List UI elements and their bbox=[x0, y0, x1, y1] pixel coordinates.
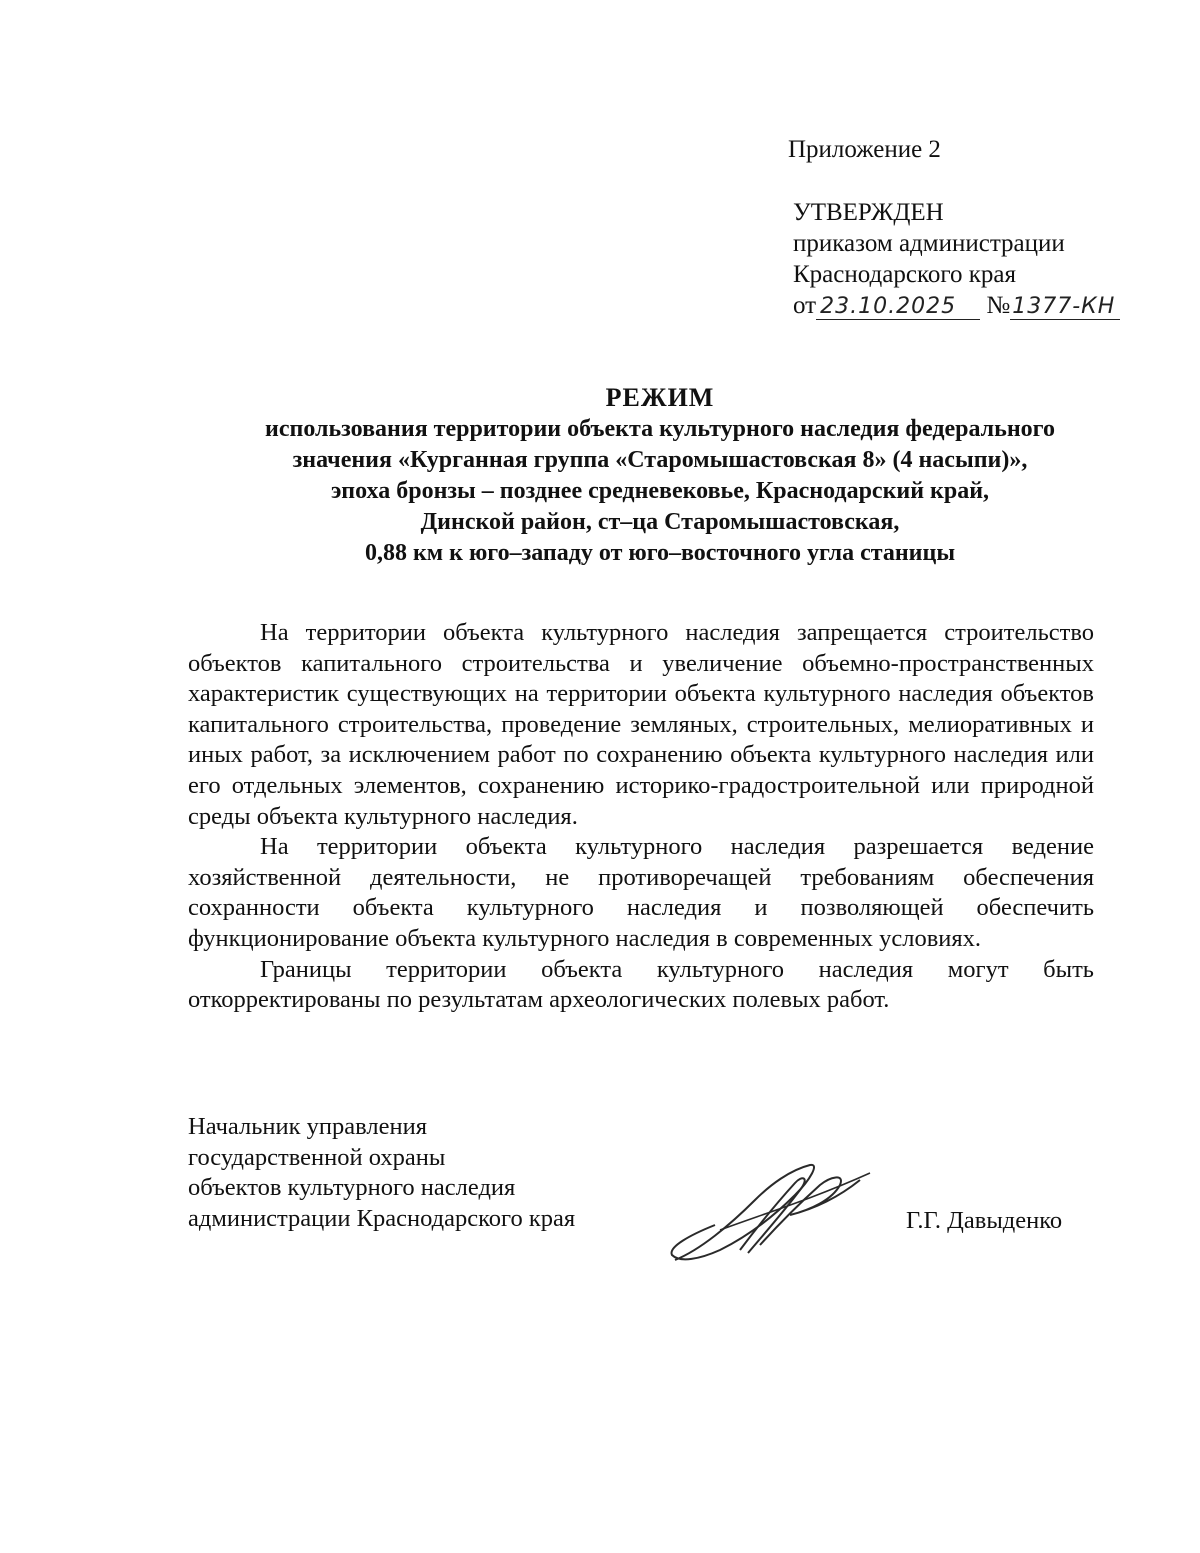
title-line-3: эпоха бронзы – позднее средневековье, Краснодарский край, bbox=[330, 478, 990, 504]
title-line-5: 0,88 км к юго–западу от юго–восточного угла станицы bbox=[364, 540, 956, 566]
order-date-line bbox=[793, 290, 1120, 321]
number-prefix: № bbox=[986, 292, 1011, 319]
approved-title: УТВЕРЖДЕН bbox=[793, 199, 944, 226]
document-body bbox=[188, 618, 1094, 1016]
approved-line-2: Краснодарского края bbox=[793, 261, 1016, 288]
signer-name: Г.Г. Давыденко bbox=[906, 1207, 1063, 1234]
paragraph-permissions: На территории объекта культурного наследия разрешается ведение хозяйственной деятельности, не противоречащей требованиям обеспечения сохранности объекта культурного наследия и позволяющей обеспечить функционирование объекта культурного наследия в современных условиях. bbox=[188, 833, 1094, 952]
order-date: 23.10.2025 bbox=[816, 295, 980, 320]
title-line-1: использования территории объекта культурного наследия федерального bbox=[265, 416, 1055, 442]
order-number: 1377-КН bbox=[1010, 295, 1120, 320]
paragraph-boundaries: Границы территории объекта культурного наследия могут быть откорректированы по результатам археологических полевых работ. bbox=[188, 955, 1094, 1014]
position-line-3: объектов культурного наследия bbox=[188, 1174, 516, 1202]
paragraph-prohibitions: На территории объекта культурного наследия запрещается строительство объектов капитального строительства и увеличение объемно-пространственных характеристик существующих на территории объекта культурного наследия объектов капитального строительства, проведение земляных, строительных, мелиоративных и иных работ, за исключением работ по сохранению объекта культурного наследия или его отдельных элементов, сохранению историко-градостроительной или природной среды объекта культурного наследия. bbox=[188, 619, 1094, 830]
position-line-1: Начальник управления bbox=[188, 1113, 427, 1140]
appendix-label: Приложение 2 bbox=[788, 136, 941, 163]
approved-line-1: приказом администрации bbox=[793, 230, 1065, 257]
signatory-position bbox=[188, 1112, 575, 1234]
handwritten-signature bbox=[660, 1155, 880, 1275]
approval-block bbox=[793, 197, 1120, 321]
position-line-4: администрации Краснодарского края bbox=[188, 1204, 576, 1232]
date-prefix: от bbox=[793, 292, 817, 319]
title-line-2: значения «Курганная группа «Старомышастовская 8» (4 насыпи)», bbox=[292, 447, 1028, 473]
position-line-2: государственной охраны bbox=[188, 1143, 446, 1171]
document-title bbox=[140, 382, 1180, 569]
title-line-4: Динской район, ст–ца Старомышастовская, bbox=[420, 509, 900, 535]
title-main: РЕЖИМ bbox=[605, 383, 715, 412]
